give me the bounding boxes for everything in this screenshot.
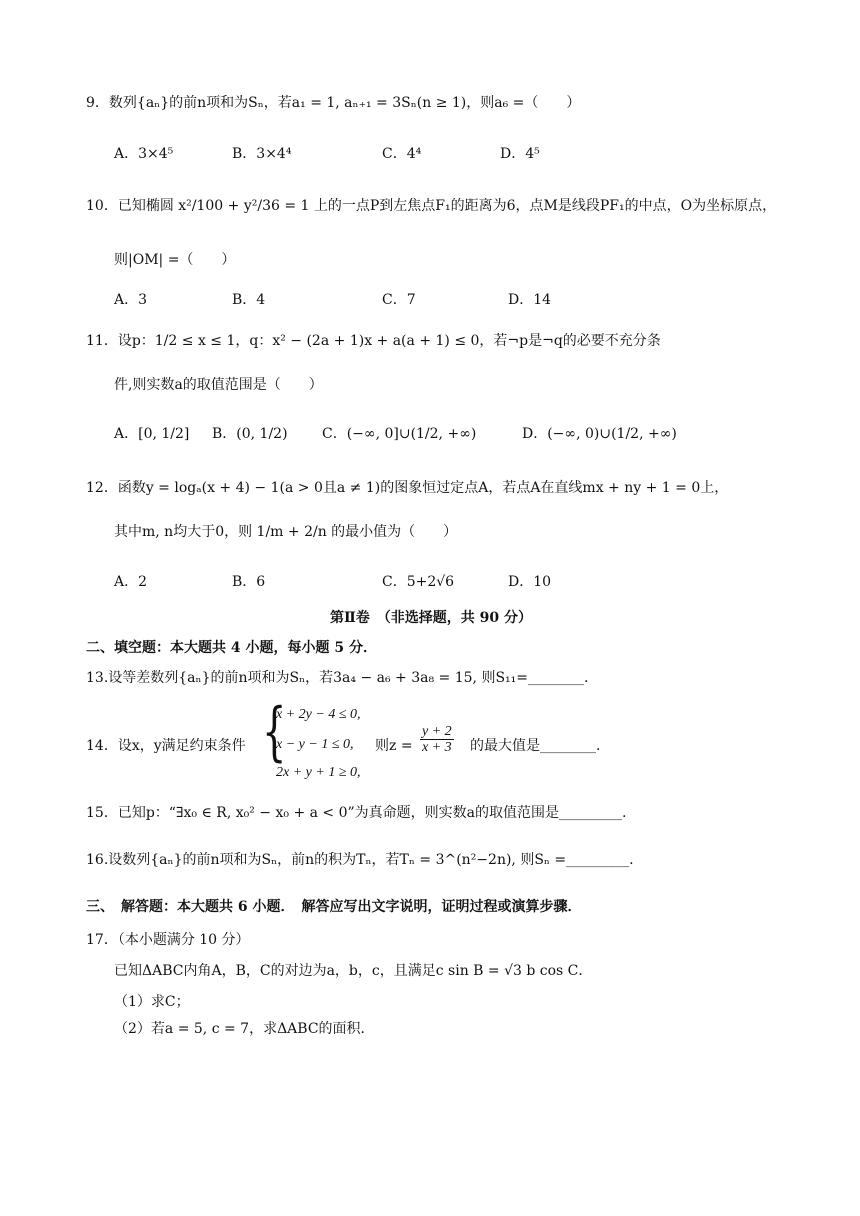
objective-label: 则z = [375,738,413,754]
section-2-heading: 二、填空题：本大题共 4 小题，每小题 5 分． [86,640,377,656]
q9-option-b: B．3×4⁴ [232,146,292,162]
q10-option-c: C．7 [382,292,416,308]
part-2-title: 第Ⅱ卷 （非选择题，共 90 分） [330,610,533,626]
q12-option-c: C．5+2√6 [382,574,455,590]
q9-option-c: C．4⁴ [382,146,422,162]
question-17-part-2: （2）若a = 5, c = 7，求ΔABC的面积． [114,1021,375,1037]
fraction-numerator: y + 2 [422,724,452,739]
q11-option-c: C．(−∞, 0]∪(1/2, +∞) [322,426,477,442]
q10-option-b: B．4 [232,292,266,308]
q12-option-d: D．10 [508,574,552,590]
objective-fraction [418,724,456,756]
question-12-line1: 12．函数y = logₐ(x + 4) − 1(a > 0且a ≠ 1)的图象恒过定点A，若点A在直线mx + ny + 1 = 0上， [86,480,729,496]
question-14-prefix: 14．设x，y满足约束条件 [86,738,246,754]
constraint-3: 2x + y + 1 ≥ 0, [276,765,361,780]
constraint-1: x + 2y − 4 ≤ 0, [276,707,361,722]
question-11-line2: 件,则实数a的取值范围是（ ） [114,377,323,393]
brace-symbol: { [262,695,287,769]
question-10-line2: 则|OM| =（ ） [114,252,236,268]
q9-option-a: A．3×4⁵ [114,146,174,162]
q12-option-a: A．2 [114,574,148,590]
question-13: 13.设等差数列{aₙ}的前n项和为Sₙ，若3a₄ − a₆ + 3a₈ = 15, 则S₁₁=________. [86,670,589,686]
question-17-part-1: （1）求C； [114,994,190,1010]
q12-option-b: B．6 [232,574,266,590]
question-16: 16.设数列{aₙ}的前n项和为Sₙ，前n的积为Tₙ，若Tₙ = 3^(n²−2n), 则Sₙ =_________. [86,852,634,868]
question-10-line1: 10．已知椭圆 x²/100 + y²/36 = 1 上的一点P到左焦点F₁的距离为6，点M是线段PF₁的中点，O为坐标原点， [86,198,777,214]
q10-option-d: D．14 [508,292,552,308]
question-11-line1: 11．设p：1/2 ≤ x ≤ 1，q：x² − (2a + 1)x + a(a + 1) ≤ 0，若¬p是¬q的必要不充分条 [86,333,661,349]
q11-option-b: B．(0, 1/2) [212,426,288,442]
question-9 [86,95,580,113]
q9-option-d: D．4⁵ [500,146,540,162]
q11-option-d: D．(−∞, 0)∪(1/2, +∞) [522,426,677,442]
constraint-2: x − y − 1 ≤ 0, [276,737,354,752]
section-3-heading: 三、 解答题：本大题共 6 小题． 解答应写出文字说明，证明过程或演算步骤． [86,899,582,915]
question-17-text: 已知ΔABC内角A，B，C的对边为a，b，c，且满足c sin B = √3 b cos C． [114,963,593,979]
question-12-line2: 其中m, n均大于0，则 1/m + 2/n 的最小值为（ ） [114,524,458,540]
question-17-title: 17．（本小题满分 10 分） [86,932,250,948]
question-14-suffix: 的最大值是________. [470,738,601,754]
fraction-denominator: x + 3 [422,740,452,756]
q11-option-a: A．[0, 1/2] [114,426,190,442]
question-15: 15．已知p：“∃x₀ ∈ R, x₀² − x₀ + a < 0”为真命题，则实数a的取值范围是_________. [86,805,627,821]
q10-option-a: A．3 [114,292,148,308]
question-9-text: 9．数列{aₙ}的前n项和为Sₙ，若a₁ = 1, aₙ₊₁ = 3Sₙ(n ≥ 1)，则a₆ =（ ） [86,95,581,111]
